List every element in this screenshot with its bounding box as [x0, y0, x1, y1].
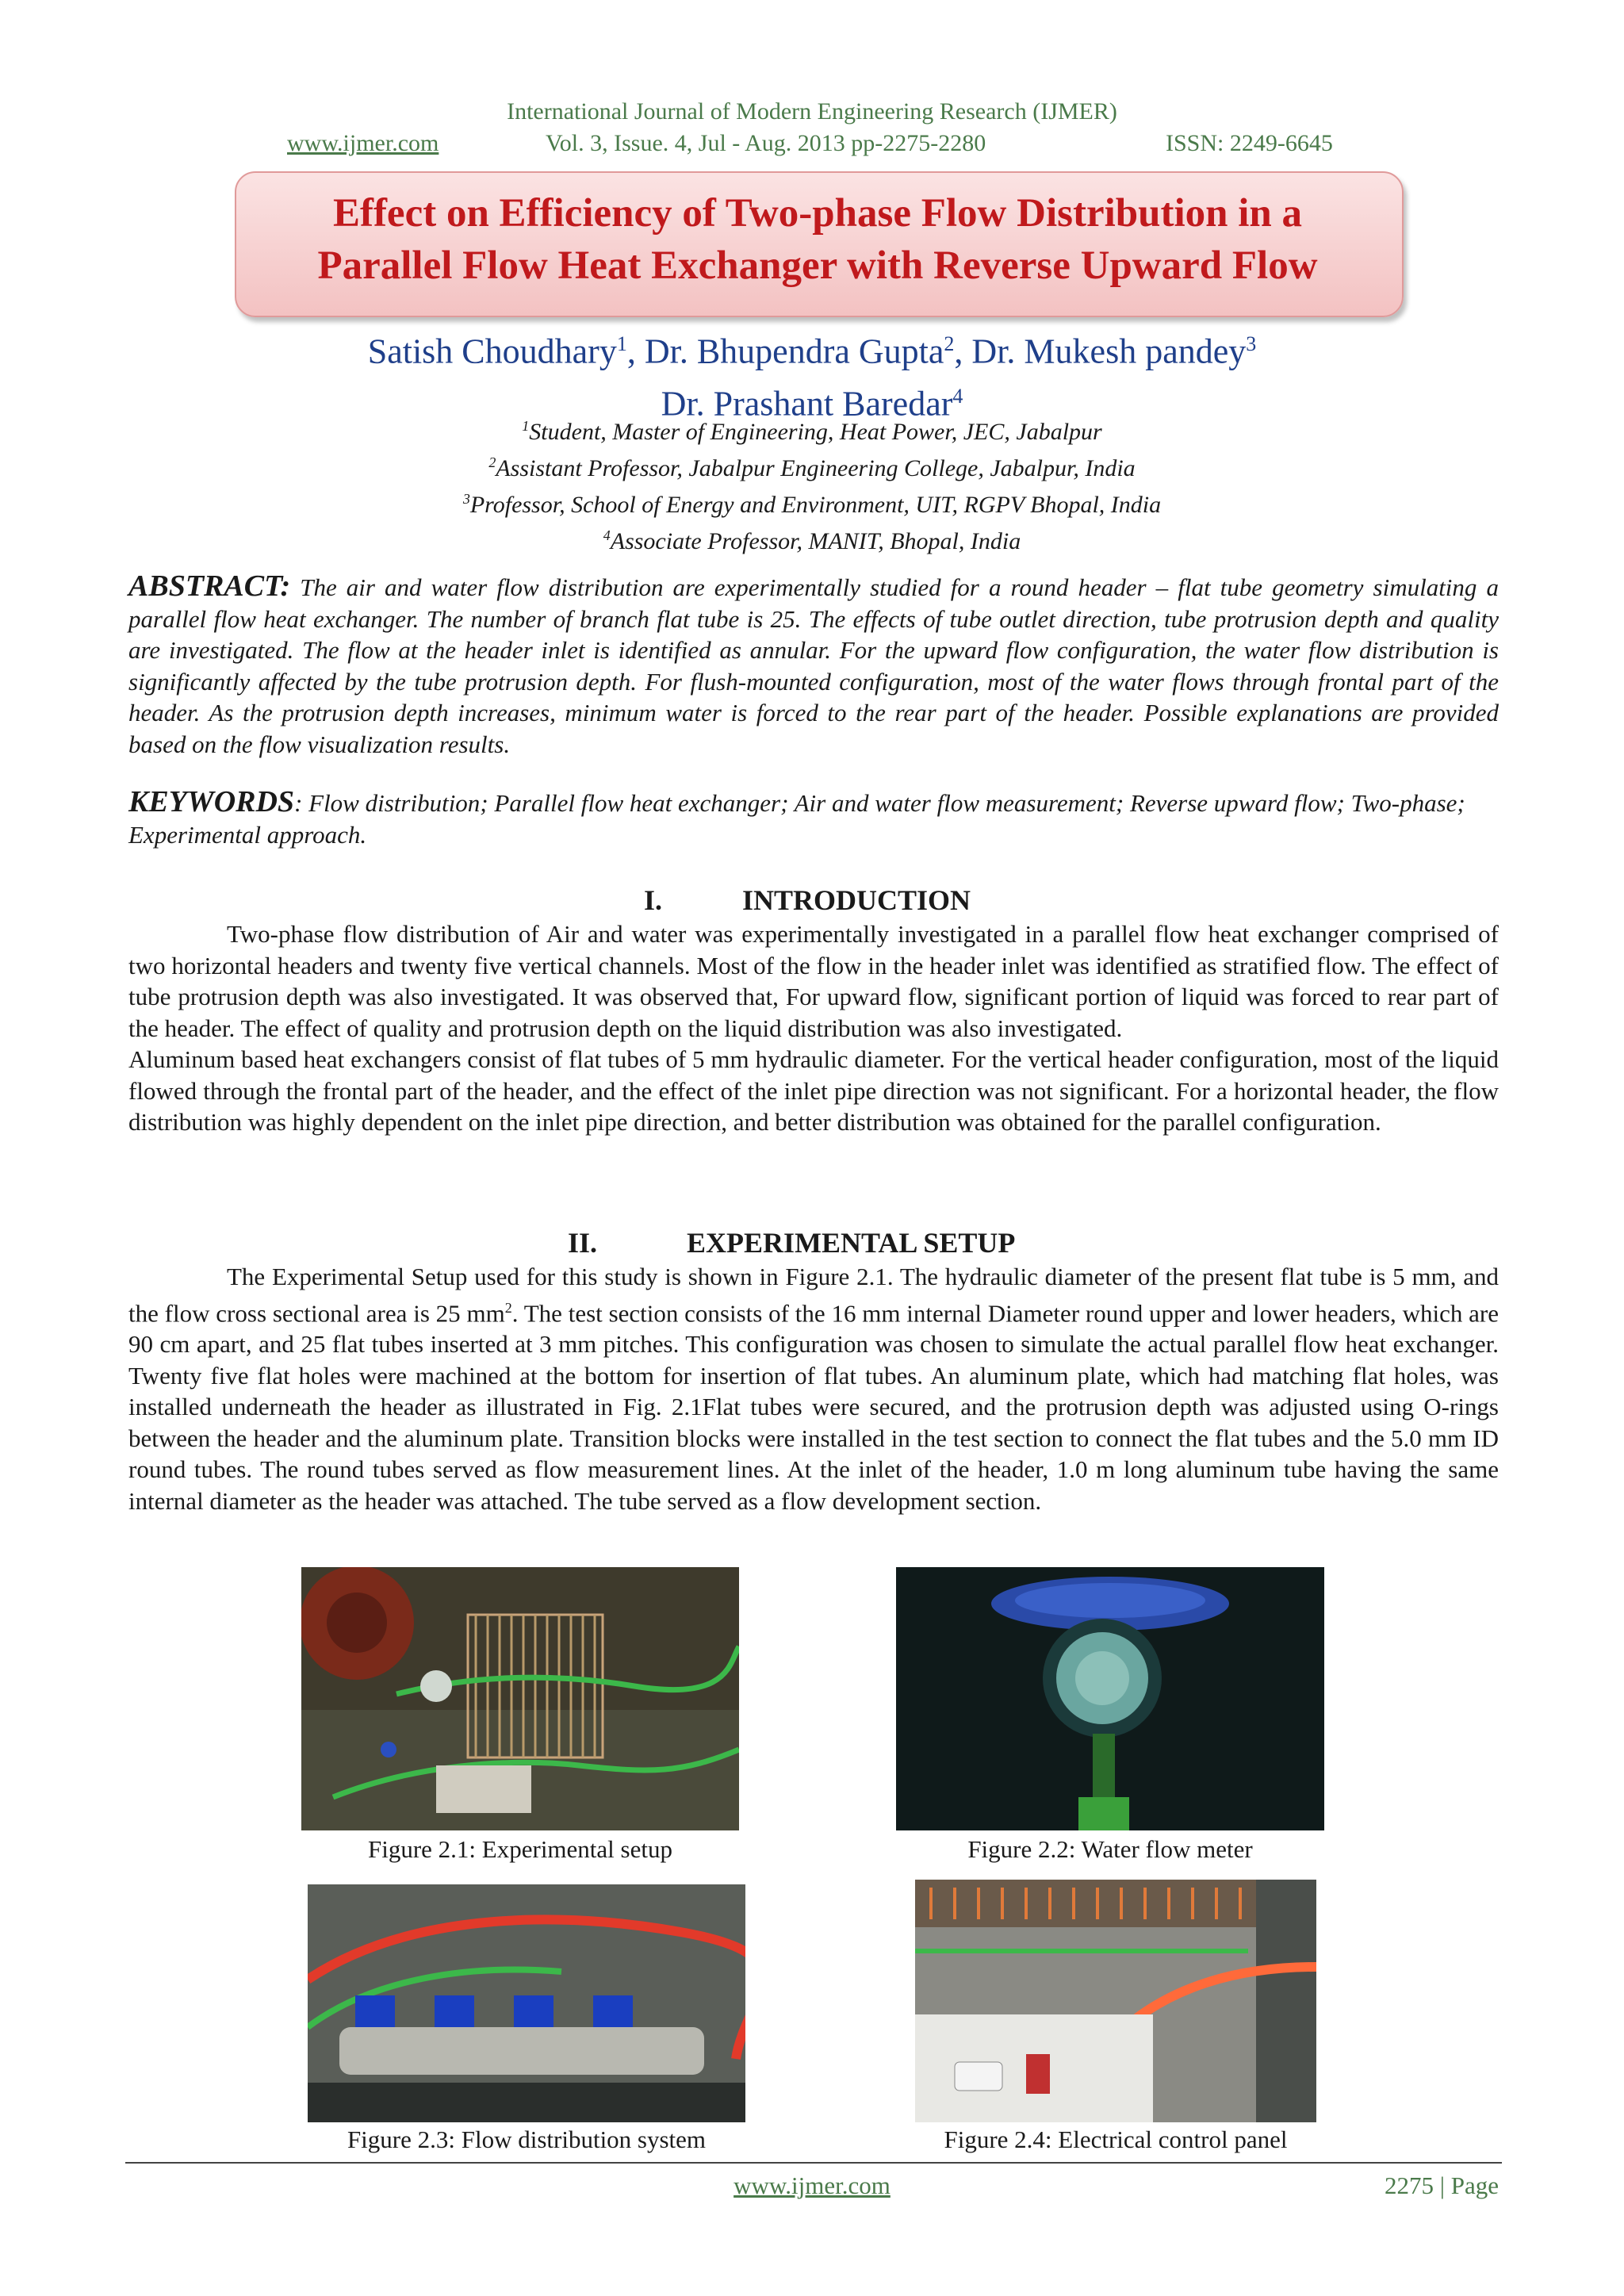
affiliation-2-text: Assistant Professor, Jabalpur Engineering College, Jabalpur, India	[496, 455, 1136, 481]
abstract-text: The air and water flow distribution are experimentally studied for a round header – flat tube geometry simulating a parallel flow heat exchanger. The number of branch flat tube is 25. The effects of tube outlet direction, tube protrusion depth and quality are investigated. The flow at the header inlet is identified as annular. For the upward flow configuration, the water flow distribution is significantly affected by the tube protrusion depth. For flush-mounted configuration, most of the water flows through frontal part of the header. As the protrusion depth increases, minimum water is forced to the rear part of the header. Possible explanations are provided based on the flow visualization results.	[128, 573, 1499, 758]
affiliation-3	[0, 484, 1624, 520]
setup-paragraph-1	[128, 1261, 1499, 1516]
figure-2-2-photo	[896, 1567, 1324, 1830]
abstract	[128, 571, 1499, 760]
paper-title-line2: Parallel Flow Heat Exchanger with Reverse Upward Flow	[317, 243, 1318, 288]
author-4: Dr. Prashant Baredar	[661, 384, 953, 424]
footer-url-link[interactable]: www.ijmer.com	[733, 2171, 891, 2199]
journal-url-link[interactable]: www.ijmer.com	[287, 130, 439, 156]
intro-paragraph-1: Two-phase flow distribution of Air and water was experimentally investigated in a parallel flow heat exchanger comprised of two horizontal headers and twenty five vertical channels. Most of the flow in the header inlet was identified as stratified flow. The effect of tube protrusion depth was also investigated. It was observed that, For upward flow, significant portion of liquid was forced to rear part of the header. The effect of quality and protrusion depth on the liquid distribution was also investigated.	[128, 920, 1499, 1042]
affiliation-1	[0, 411, 1624, 447]
section-number: II.	[568, 1227, 598, 1259]
section-title: EXPERIMENTAL SETUP	[687, 1227, 1016, 1259]
footer-page-number: 2275 | Page	[1385, 2171, 1499, 2199]
figure-2-1-photo	[301, 1567, 739, 1830]
affiliations	[0, 411, 1624, 557]
affiliation-1-sup: 1	[522, 418, 530, 434]
author-1: Satish Choudhary	[367, 332, 617, 371]
author-4-sup: 4	[952, 384, 963, 408]
affiliation-4	[0, 520, 1624, 557]
setup-text-sup: 2	[504, 1299, 512, 1316]
paper-title	[235, 187, 1400, 292]
figure-2-3-caption: Figure 2.3: Flow distribution system	[347, 2125, 707, 2153]
affiliation-4-text: Associate Professor, MANIT, Bhopal, India	[610, 528, 1021, 554]
introduction-body	[128, 918, 1499, 1138]
intro-paragraph-2: Aluminum based heat exchangers consist of flat tubes of 5 mm hydraulic diameter. For the vertical header configuration, most of the liquid flowed through the frontal part of the header, and the effect of the inlet pipe direction was not significant. For a horizontal header, the flow distribution was highly dependent on the inlet pipe direction, and better distribution was obtained for the parallel configuration.	[128, 1045, 1499, 1136]
affiliation-2-sup: 2	[488, 454, 496, 470]
author-3-sup: 3	[1246, 332, 1257, 355]
setup-body	[128, 1261, 1499, 1516]
figure-2-2-caption: Figure 2.2: Water flow meter	[967, 1835, 1253, 1863]
author-2-sup: 2	[944, 332, 955, 355]
figure-2-4-photo	[915, 1880, 1316, 2122]
affiliation-3-sup: 3	[462, 491, 470, 507]
figure-2-3-photo	[308, 1884, 745, 2122]
setup-text-b: . The test section consists of the 16 mm internal Diameter round upper and lower headers, which are 90 cm apart, and 25 flat tubes inserted at 3 mm pitches. This configuration was chosen to simulate the actual parallel flow heat exchanger. Twenty five flat holes were machined at the bottom for insertion of flat tubes. An aluminum plate, which had matching flat holes, was installed underneath the header as illustrated in Fig. 2.1Flat tubes were secured, and the protrusion depth was adjusted using O-rings between the header and the aluminum plate. Transition blocks were installed in the test section to connect the flat tubes and the 5.0 mm ID round tubes. The round tubes served as flow measurement lines. At the inlet of the header, 1.0 m long aluminum tube having the same internal diameter as the header was attached. The tube served as a flow development section.	[128, 1298, 1499, 1515]
affiliation-4-sup: 4	[603, 527, 611, 543]
keywords-label: KEYWORDS	[128, 785, 295, 818]
keywords	[128, 787, 1499, 850]
journal-name: International Journal of Modern Engineering Research (IJMER)	[507, 98, 1117, 125]
keywords-text: : Flow distribution; Parallel flow heat exchanger; Air and water flow measurement; Reverse upward flow; Two-phase; Experimental approach.	[128, 789, 1465, 849]
abstract-label: ABSTRACT:	[128, 569, 291, 603]
affiliation-3-text: Professor, School of Energy and Environment, UIT, RGPV Bhopal, India	[469, 492, 1162, 518]
section-number: I.	[644, 884, 663, 916]
author-3: , Dr. Mukesh pandey	[954, 332, 1247, 371]
author-2: , Dr. Bhupendra Gupta	[626, 332, 944, 371]
footer-divider	[125, 2162, 1502, 2164]
journal-issn: ISSN: 2249-6645	[1166, 130, 1333, 156]
setup-text-a: The Experimental Setup used for this study is shown in Figure 2.1. The hydraulic diameter of the present flat tube is 5 mm, and the flow cross sectional area is 25 mm	[128, 1263, 1499, 1327]
section-title: INTRODUCTION	[742, 884, 971, 916]
affiliation-1-text: Student, Master of Engineering, Heat Power, JEC, Jabalpur	[529, 419, 1102, 445]
figure-2-1-caption: Figure 2.1: Experimental setup	[368, 1835, 672, 1863]
paper-title-line1: Effect on Efficiency of Two-phase Flow Distribution in a	[332, 191, 1303, 236]
figure-2-4-caption: Figure 2.4: Electrical control panel	[944, 2125, 1288, 2153]
journal-volume: Vol. 3, Issue. 4, Jul - Aug. 2013 pp-2275-2280	[546, 130, 986, 156]
author-1-sup: 1	[616, 332, 627, 355]
affiliation-2	[0, 447, 1624, 484]
